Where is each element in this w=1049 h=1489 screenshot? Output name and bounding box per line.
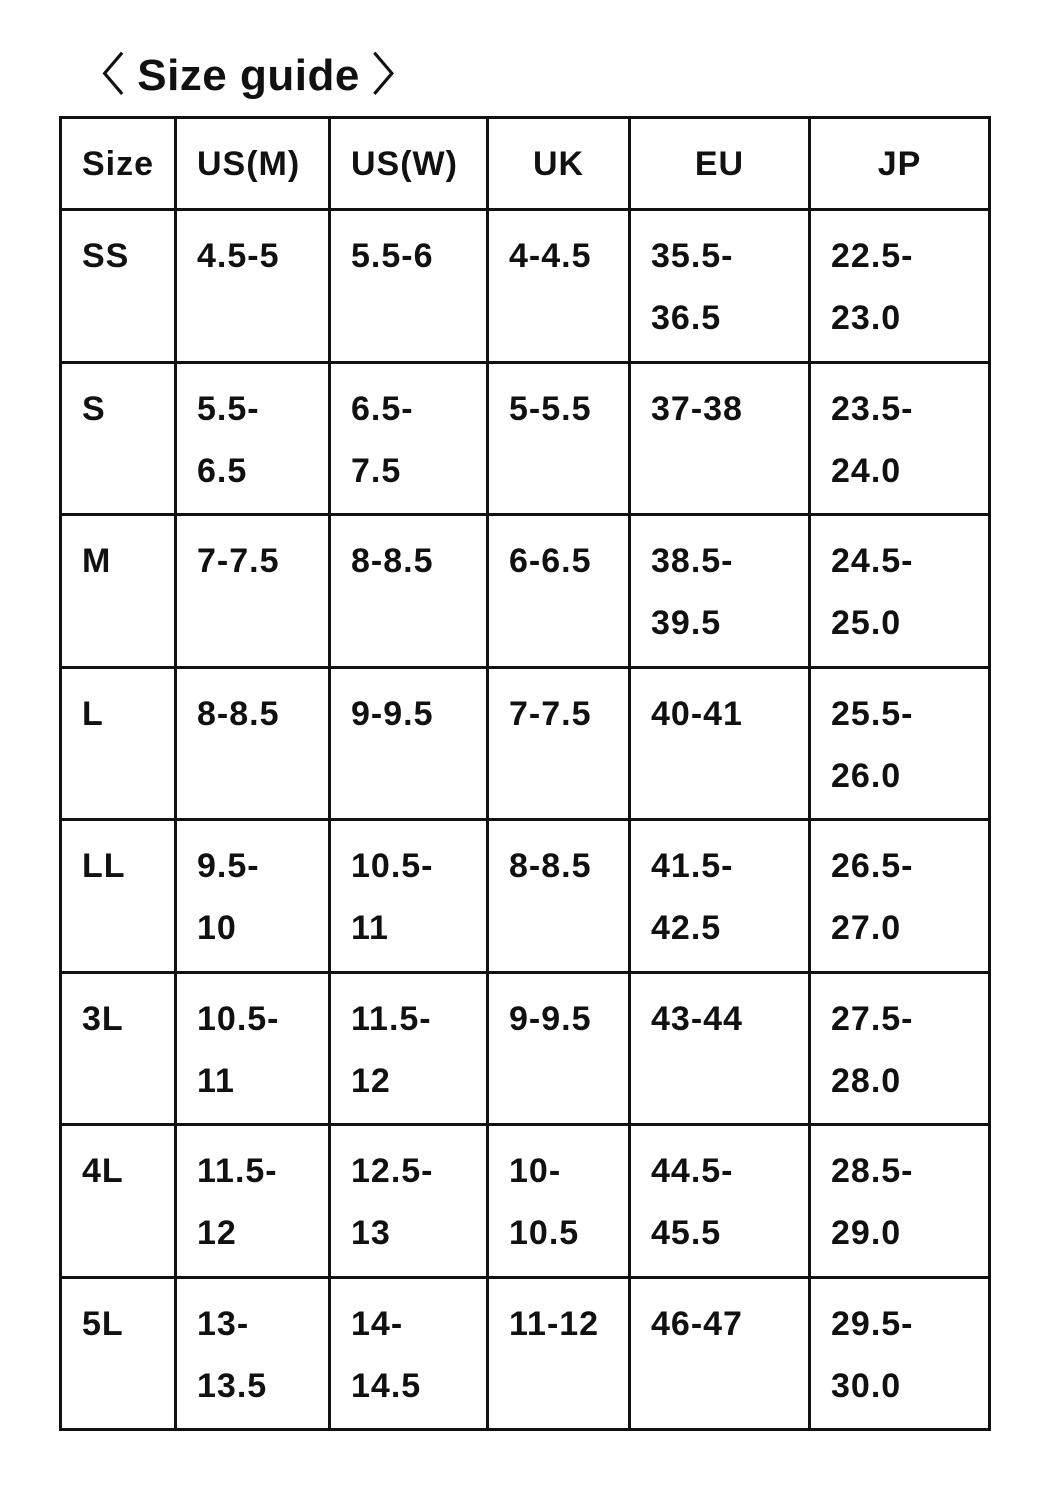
header-jp: JP	[810, 118, 990, 210]
cell-us-m-line: 10	[197, 909, 237, 947]
cell-uk	[488, 820, 630, 973]
cell-us-w-line: 11.5-	[351, 999, 432, 1038]
cell-us-w	[330, 667, 488, 820]
cell-uk-line: 4-4.5	[509, 237, 592, 275]
cell-size: 5L	[61, 1277, 176, 1430]
cell-jp	[810, 820, 990, 973]
cell-eu-line: 42.5	[651, 909, 722, 947]
cell-jp-line: 28.0	[831, 1061, 902, 1100]
cell-jp	[810, 1125, 990, 1278]
table-row	[61, 1277, 990, 1430]
header-row	[61, 118, 990, 210]
cell-us-m-line: 12	[197, 1214, 237, 1252]
cell-us-m-line: 4.5-5	[197, 237, 280, 275]
table-row	[61, 515, 990, 668]
cell-us-m-line: 5.5-	[197, 389, 260, 428]
cell-eu-line: 44.5-	[651, 1152, 734, 1190]
cell-eu	[630, 667, 810, 820]
cell-us-w-line: 11	[351, 909, 389, 947]
cell-uk-line: 6-6.5	[509, 542, 592, 580]
cell-uk	[488, 1277, 630, 1430]
cell-uk-line: 5-5.5	[509, 389, 592, 428]
cell-uk-line: 7-7.5	[509, 694, 592, 733]
cell-us-m	[176, 1125, 330, 1278]
cell-jp	[810, 1277, 990, 1430]
cell-us-w	[330, 972, 488, 1125]
cell-eu	[630, 1125, 810, 1278]
cell-uk	[488, 362, 630, 515]
cell-us-m	[176, 515, 330, 668]
cell-jp-line: 30.0	[831, 1366, 902, 1405]
cell-eu-line: 36.5	[651, 299, 722, 337]
cell-us-m-line: 10.5-	[197, 999, 280, 1038]
cell-us-w-line: 12.5-	[351, 1152, 434, 1190]
cell-us-m-line: 13.5	[197, 1366, 268, 1405]
header-uk: UK	[488, 118, 630, 210]
cell-jp-line: 24.0	[831, 451, 902, 490]
cell-us-m	[176, 667, 330, 820]
cell-jp-line: 25.5-	[831, 694, 914, 733]
cell-eu-line: 37-38	[651, 389, 743, 428]
cell-jp-line: 25.0	[831, 604, 902, 642]
header-eu: EU	[630, 118, 810, 210]
cell-jp-line: 24.5-	[831, 542, 914, 580]
table-row	[61, 972, 990, 1125]
table-row	[61, 210, 990, 363]
cell-jp-line: 23.0	[831, 299, 902, 337]
cell-size: 3L	[61, 972, 176, 1125]
cell-uk-line: 10.5	[509, 1214, 580, 1252]
cell-us-m-line: 7-7.5	[197, 542, 280, 580]
cell-us-m-line: 13-	[197, 1304, 250, 1343]
cell-uk-line: 11-12	[509, 1304, 600, 1343]
cell-us-m	[176, 1277, 330, 1430]
cell-jp-line: 27.5-	[831, 999, 914, 1038]
cell-us-w	[330, 1277, 488, 1430]
cell-uk	[488, 210, 630, 363]
cell-us-w-line: 10.5-	[351, 847, 434, 885]
cell-us-w-line: 6.5-	[351, 389, 414, 428]
header-size: Size	[61, 118, 176, 210]
cell-uk	[488, 515, 630, 668]
cell-jp	[810, 210, 990, 363]
cell-us-w-line: 8-8.5	[351, 542, 434, 580]
cell-eu-line: 38.5-	[651, 542, 734, 580]
cell-uk	[488, 667, 630, 820]
cell-us-m-line: 9.5-	[197, 847, 260, 885]
cell-jp	[810, 972, 990, 1125]
cell-size: 4L	[61, 1125, 176, 1278]
table-row	[61, 667, 990, 820]
page-title: 〈 Size guide 〉	[80, 51, 418, 100]
cell-us-w-line: 7.5	[351, 451, 402, 490]
cell-jp-line: 29.5-	[831, 1304, 914, 1343]
cell-us-m	[176, 210, 330, 363]
cell-eu	[630, 820, 810, 973]
cell-jp-line: 28.5-	[831, 1152, 914, 1190]
header-us-w: US(W)	[330, 118, 488, 210]
cell-eu	[630, 1277, 810, 1430]
cell-size: S	[61, 362, 176, 515]
cell-jp-line: 26.0	[831, 756, 902, 795]
cell-us-w	[330, 1125, 488, 1278]
table-row	[61, 1125, 990, 1278]
cell-eu-line: 41.5-	[651, 847, 734, 885]
cell-size: SS	[61, 210, 176, 363]
cell-eu	[630, 210, 810, 363]
cell-size: LL	[61, 820, 176, 973]
cell-uk	[488, 1125, 630, 1278]
cell-us-w-line: 5.5-6	[351, 237, 434, 275]
cell-us-w	[330, 210, 488, 363]
cell-us-w	[330, 820, 488, 973]
cell-eu-line: 40-41	[651, 694, 743, 733]
cell-us-w-line: 14.5	[351, 1366, 422, 1405]
cell-us-m	[176, 820, 330, 973]
cell-us-m-line: 11.5-	[197, 1152, 278, 1190]
table-body	[61, 210, 990, 1430]
cell-eu	[630, 515, 810, 668]
cell-jp	[810, 667, 990, 820]
cell-jp-line: 22.5-	[831, 237, 914, 275]
cell-jp	[810, 515, 990, 668]
cell-eu-line: 43-44	[651, 999, 743, 1038]
cell-jp-line: 23.5-	[831, 389, 914, 428]
table-row	[61, 820, 990, 973]
cell-us-m	[176, 362, 330, 515]
cell-us-m-line: 6.5	[197, 451, 248, 490]
cell-jp	[810, 362, 990, 515]
cell-eu-line: 35.5-	[651, 237, 734, 275]
header-us-m: US(M)	[176, 118, 330, 210]
size-guide-table	[59, 116, 991, 1431]
cell-uk-line: 9-9.5	[509, 999, 592, 1038]
cell-us-w	[330, 515, 488, 668]
cell-eu	[630, 362, 810, 515]
cell-us-m-line: 8-8.5	[197, 694, 280, 733]
cell-us-w-line: 9-9.5	[351, 694, 434, 733]
cell-eu-line: 45.5	[651, 1214, 722, 1252]
cell-uk	[488, 972, 630, 1125]
cell-us-m	[176, 972, 330, 1125]
cell-jp-line: 26.5-	[831, 847, 914, 885]
cell-uk-line: 8-8.5	[509, 847, 592, 885]
cell-us-w	[330, 362, 488, 515]
cell-size: M	[61, 515, 176, 668]
cell-size: L	[61, 667, 176, 820]
cell-us-w-line: 13	[351, 1214, 391, 1252]
cell-uk-line: 10-	[509, 1152, 562, 1190]
cell-us-w-line: 12	[351, 1061, 391, 1100]
cell-eu	[630, 972, 810, 1125]
cell-eu-line: 46-47	[651, 1304, 743, 1343]
cell-us-m-line: 11	[197, 1061, 235, 1100]
cell-jp-line: 29.0	[831, 1214, 902, 1252]
cell-jp-line: 27.0	[831, 909, 902, 947]
cell-us-w-line: 14-	[351, 1304, 404, 1343]
cell-eu-line: 39.5	[651, 604, 722, 642]
table-row	[61, 362, 990, 515]
